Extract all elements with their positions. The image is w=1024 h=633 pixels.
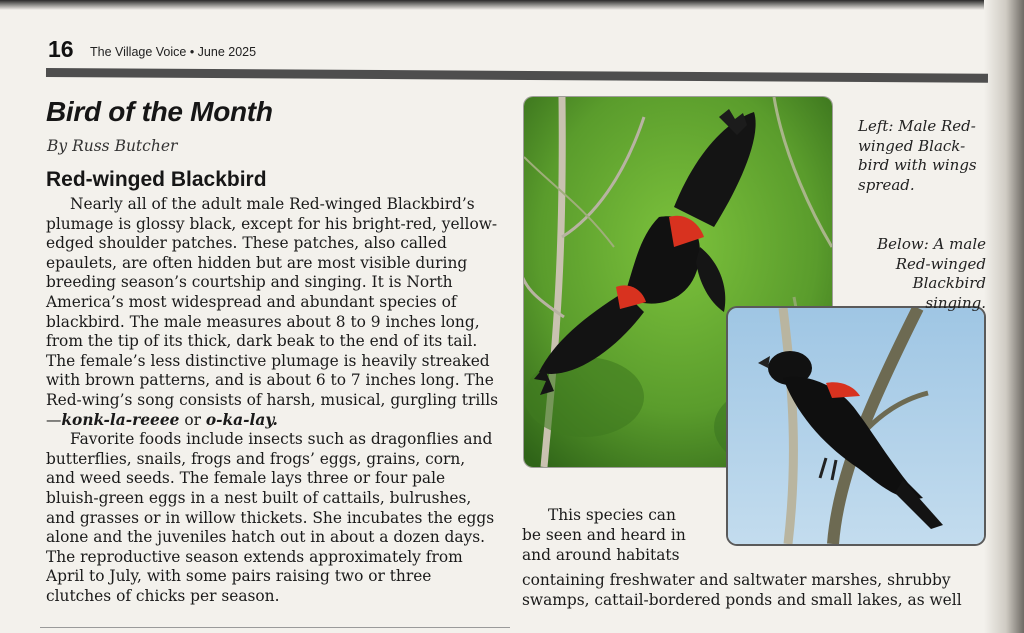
footer-rule [40,627,510,628]
text-line: and around habitats [522,546,680,564]
caption-left-photo: Left: Male Red-winged Black-bird with wings spread. [858,117,977,194]
photo-blackbird-singing [728,308,984,544]
paragraph-1-text: Nearly all of the adult male Red-winged Blackbird’s plumage is glossy black, except for his bright-red, yellow-edged shoulder patches. These patches, also called epaulets, are often hidden but are most visible during breeding season’s courtship and singing. It is North America’s most widespread and abundant species of blackbird. The male measures about 8 to 9 inches long, from the tip of its thick, dark beak to the end of its tail. The female’s less distinctive plumage is heavily streaked with brown patterns, and is about 6 to 7 inches long. The Red-wing’s song consists of harsh, musical, gurgling trills— [46,195,499,429]
running-head: The Village Voice • June 2025 [90,45,257,59]
paragraph-2: Favorite foods include insects such as dragonflies and butterflies, snails, frogs and frogs’ eggs, grains, corn, and weed seeds. The female lays three or four pale bluish-green eggs in a nest built of cattails, bulrushes, and grasses or in willow thickets. She incubates the eggs alone and the juveniles hatch out in about a dozen days. The reproductive season extends approximately from April to July, with some pairs raising two or three clutches of chicks per season. [46,430,495,605]
song-phrase-2: o-ka-lay. [205,410,278,429]
article-subhead: Red-winged Blackbird [46,168,267,191]
caption-below-photo: Below: A male Red-winged Blackbird singing. [877,235,986,312]
text-line: be seen and heard in [522,526,686,544]
continued-text-wide [522,570,962,610]
song-or: or [179,410,206,429]
article-body [46,195,498,606]
text-line: containing freshwater and saltwater marshes, shrubby [522,571,951,589]
text-line: This species can [548,506,676,524]
page-gutter-shadow [984,0,1024,633]
song-phrase-1: konk-la-reeee [61,410,180,429]
page-folio [48,36,257,63]
text-line: swamps, cattail-bordered ponds and small lakes, as well [522,591,962,609]
byline: By Russ Butcher [47,137,178,155]
continued-text-narrow [522,505,722,565]
paragraph-1 [46,195,498,430]
scan-shadow-top [0,0,1024,10]
header-rule [46,68,988,83]
page-number: 16 [48,36,74,62]
article-title: Bird of the Month [46,96,273,127]
